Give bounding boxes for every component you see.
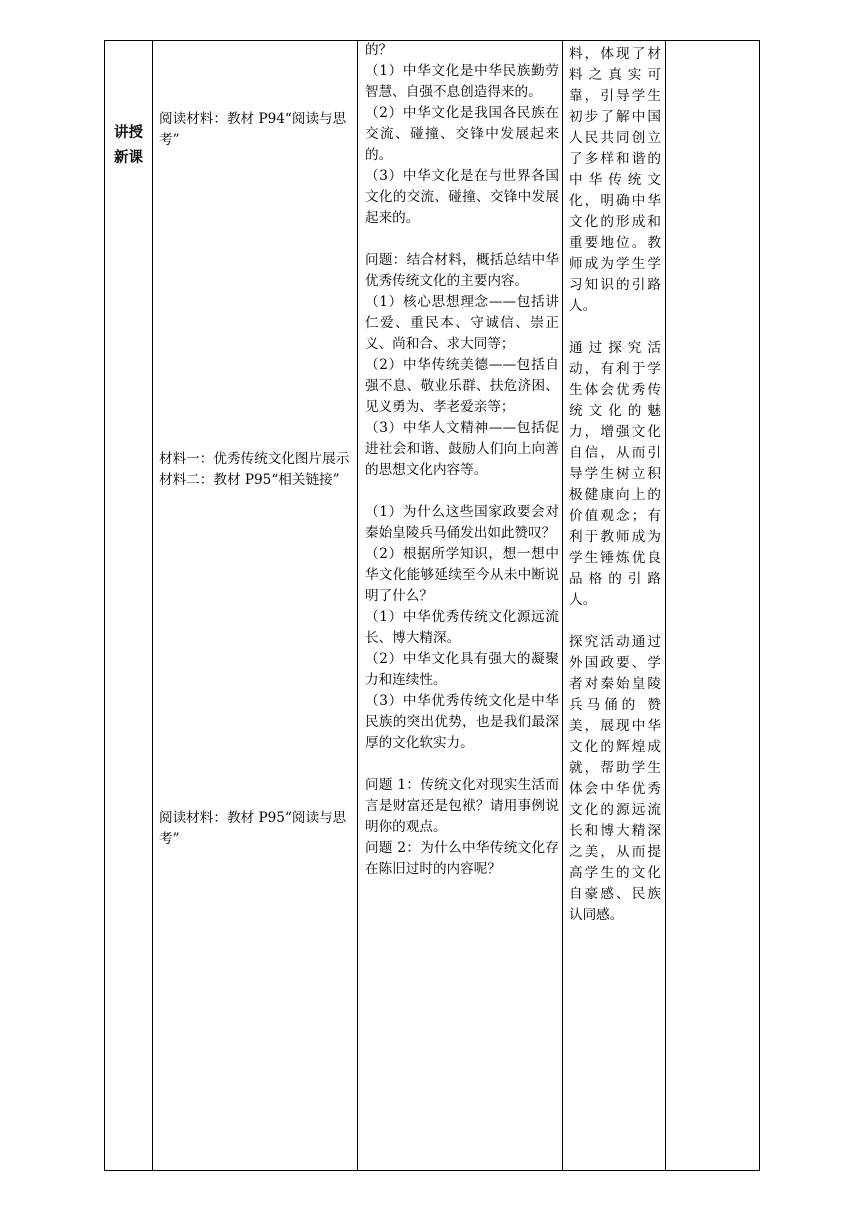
design-intent-cell	[563, 41, 666, 1171]
section-label: 讲授 新课	[114, 125, 143, 166]
activity-text: 的？ （1）中华文化是中华民族勤劳智慧、自强不息创造得来的。 （2）中华文化是我国各民族在交流、碰撞、交锋中发展起来的。 （3）中华文化是在与世界各国文化的交流、碰撞、交锋中发展起来的。 问题：结合材料，概括总结中华优秀传统文化的主要内容。 （1）核心思想理念——包括讲仁爱、重民本、守诚信、崇正义、尚和合、求大同等； （2）中华传统美德——包括自强不息、敬业乐群、扶危济困、见义勇为、孝老爱亲等； （3）中华人文精神——包括促进社会和谐、鼓励人们向上向善的思想文化内容等。 （1）为什么这些国家政要会对秦始皇陵兵马俑发出如此赞叹？ （2）根据所学知识，想一想中华文化能够延续至今从未中断说明了什么？ （1）中华优秀传统文化源远流长、博大精深。 （2）中华文化具有强大的凝聚力和连续性。 （3）中华优秀传统文化是中华民族的突出优势，也是我们最深厚的文化软实力。 问题 1：传统文化对现实生活而言是财富还是包袱？请用事例说明你的观点。 问题 2：为什么中华传统文化存在陈旧过时的内容呢？	[365, 42, 559, 877]
material-3: 阅读材料：教材 P95“阅读与思考”	[159, 810, 347, 847]
empty-cell	[666, 41, 760, 1171]
design-intent-text: 料，体现了材料之真实可靠，引导学生初步了解中国人民共同创立了多样和谐的中华传统文化，明确中华文化的形成和重要地位。教师成为学生学习知识的引路人。 通过探究活动，有利于学生体会优秀传统文化的魅力，增强文化自信，从而引导学生树立积极健康向上的价值观念；有利于教师成为学生锤炼优良品格的引路人。 探究活动通过外国政要、学者对秦始皇陵兵马俑的 赞美，展现中华文化的辉煌成就，帮助学生体会中华优秀文化的源远流长和博大精深之美，从而提高学生的文化自豪感、民族认同感。	[569, 46, 661, 923]
material-2: 材料一：优秀传统文化图片展示 材料二：教材 P95“相关链接”	[159, 451, 350, 488]
lesson-plan-table	[104, 40, 760, 1171]
section-label-cell	[105, 41, 153, 1171]
materials-cell	[153, 41, 358, 1171]
material-1: 阅读材料：教材 P94“阅读与思考”	[159, 111, 347, 148]
activity-cell	[358, 41, 563, 1171]
table-row	[105, 41, 760, 1171]
